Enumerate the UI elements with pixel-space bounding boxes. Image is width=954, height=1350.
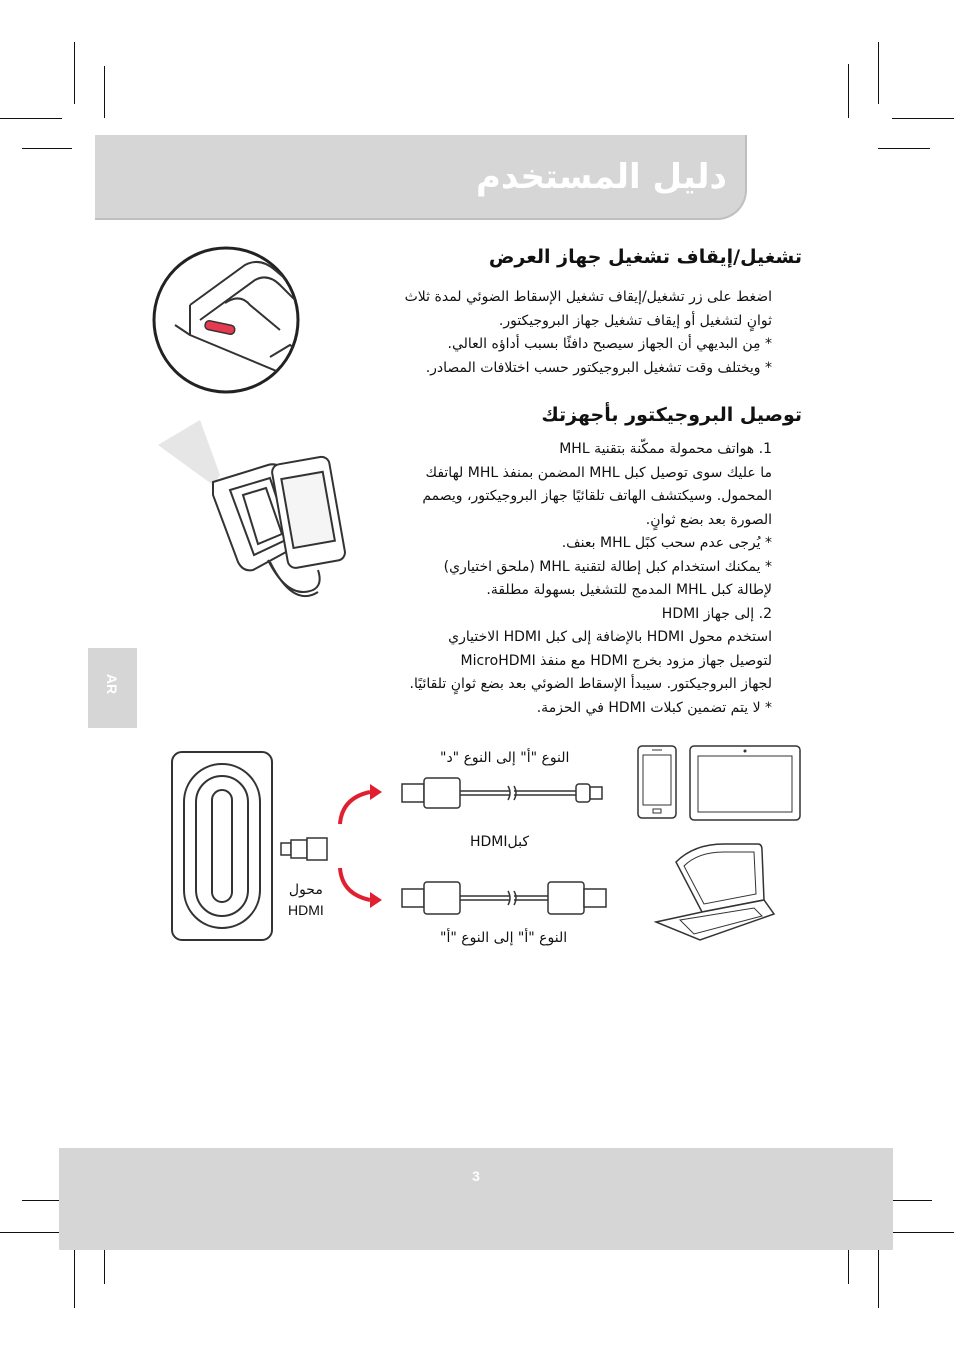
footer-bar: [59, 1148, 893, 1250]
text-line: 2. إلى جهاز HDMI: [661, 605, 772, 622]
text-line: المحمول. وسيكتشف الهاتف تلقائيًا جهاز البروجيكتور، ويصمم: [422, 488, 772, 504]
crop-mark: [22, 148, 72, 149]
text-line: * ويختلف وقت تشغيل البروجيكتور حسب اختلافات المصادر.: [425, 359, 772, 376]
crop-mark: [104, 66, 105, 118]
projector-body-illustration: [170, 750, 274, 942]
adapter-label: [288, 880, 324, 920]
crop-mark: [878, 148, 930, 149]
text-line: * يُرجى عدم سحب كبًل MHL بعنف.: [561, 535, 772, 551]
section-heading-power: تشغيل/إيقاف تشغيل جهاز العرض: [488, 246, 802, 268]
text-line: * يمكنك استخدام كبل إطالة لتقنية MHL (ملحق اختياري): [443, 558, 772, 575]
crop-mark: [0, 1232, 62, 1233]
section-body-connect: [410, 438, 772, 720]
cable-type-a-a-label: النوع "أ" إلى النوع "أ": [440, 930, 568, 946]
tablet-illustration: [688, 744, 802, 822]
crop-mark: [848, 64, 849, 118]
text-line: 1. هواتف محمولة ممكّنة بتقنية MHL: [559, 441, 772, 457]
text-line: لتوصيل جهاز مزود بخرج HDMI مع منفذ MicroHDMI: [460, 652, 772, 669]
text-line: لإطالة كبل MHL المدمج للتشغيل بسهولة مطلقة.: [486, 582, 772, 598]
hdmi-cable-a-to-a: [400, 876, 610, 920]
language-tab-label: AR: [104, 673, 121, 695]
text-line: الصورة بعد بضع ثوانٍ.: [645, 511, 772, 528]
text-line: ما عليك سوى توصيل كبل MHL المضمن بمنفذ MHL لهاتفك: [425, 464, 772, 481]
text-line: اضغط على زر تشغيل/إيقاف تشغيل الإسقاط الضوئي لمدة ثلاث: [404, 289, 772, 305]
header-bar: [95, 135, 747, 220]
section-heading-connect: توصيل البروجيكتور بأجهزتك: [541, 404, 802, 426]
hdmi-cable-label: كبلHDMI: [470, 834, 530, 850]
crop-mark: [0, 118, 62, 119]
section-body-power: [405, 286, 772, 380]
language-tab: [88, 648, 137, 728]
crop-mark: [892, 118, 954, 119]
smartphone-illustration: [636, 744, 678, 820]
crop-mark: [74, 42, 75, 104]
hdmi-cable-a-to-d: [400, 772, 610, 814]
projector-phone-illustration: [158, 420, 348, 615]
text-line: ثوانٍ لتشغيل أو إيقاف تشغيل جهاز البروجيكتور.: [498, 312, 772, 329]
arrow-down-icon: [334, 866, 384, 910]
text-line: * مِن البديهي أن الجهاز سيصبح دافئًا بسبب أداؤه العالي.: [447, 336, 772, 352]
crop-mark: [878, 1246, 879, 1308]
page-title: دليل المستخدم: [475, 157, 727, 197]
cable-type-a-d-label: النوع "أ" إلى النوع "د": [440, 750, 570, 766]
hdmi-adapter-illustration: [280, 836, 328, 862]
adapter-label-line2: HDMI: [288, 902, 324, 918]
text-line: * لا يتم تضمين كبلات HDMI في الحزمة.: [536, 699, 772, 716]
power-button-illustration: [150, 245, 302, 395]
laptop-illustration: [654, 842, 778, 942]
page-number: 3: [472, 1168, 480, 1184]
arrow-up-icon: [334, 782, 384, 828]
crop-mark: [892, 1232, 954, 1233]
adapter-label-line1: محول: [288, 882, 323, 898]
text-line: لجهاز البروجيكتور. سيبدأ الإسقاط الضوئي بعد بضع ثوانٍ تلقائيًا.: [409, 676, 772, 692]
crop-mark: [74, 1246, 75, 1308]
text-line: استخدم محول HDMI بالإضافة إلى كبل HDMI الاختياري: [448, 629, 772, 645]
crop-mark: [878, 42, 879, 104]
